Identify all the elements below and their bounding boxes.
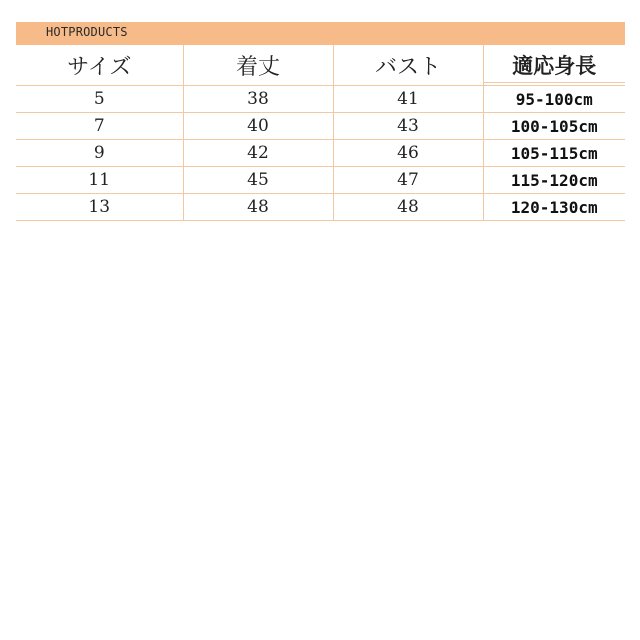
cell-height: 105-115cm xyxy=(483,140,625,167)
size-table xyxy=(16,45,625,221)
cell-size: 11 xyxy=(16,167,183,194)
cell-size: 9 xyxy=(16,140,183,167)
cell-height: 100-105cm xyxy=(483,113,625,140)
cell-length: 40 xyxy=(183,113,333,140)
table-header-row xyxy=(16,45,625,86)
table-row xyxy=(16,86,625,113)
table-row xyxy=(16,113,625,140)
cell-length: 48 xyxy=(183,194,333,221)
table-row xyxy=(16,167,625,194)
cell-length: 38 xyxy=(183,86,333,113)
cell-size: 5 xyxy=(16,86,183,113)
cell-height: 120-130cm xyxy=(483,194,625,221)
cell-length: 45 xyxy=(183,167,333,194)
cell-bust: 43 xyxy=(333,113,483,140)
brand-bar xyxy=(16,22,625,45)
cell-height: 115-120cm xyxy=(483,167,625,194)
size-chart xyxy=(16,22,625,221)
table-row xyxy=(16,140,625,167)
header-length: 着丈 xyxy=(183,45,333,86)
cell-bust: 46 xyxy=(333,140,483,167)
cell-length: 42 xyxy=(183,140,333,167)
header-bust: バスト xyxy=(333,45,483,86)
cell-bust: 48 xyxy=(333,194,483,221)
cell-bust: 47 xyxy=(333,167,483,194)
cell-size: 7 xyxy=(16,113,183,140)
cell-height: 95-100cm xyxy=(483,86,625,113)
header-height: 適応身長 xyxy=(483,45,625,86)
brand-label: HOTPRODUCTS xyxy=(46,25,128,39)
header-size: サイズ xyxy=(16,45,183,86)
cell-bust: 41 xyxy=(333,86,483,113)
cell-size: 13 xyxy=(16,194,183,221)
table-row xyxy=(16,194,625,221)
